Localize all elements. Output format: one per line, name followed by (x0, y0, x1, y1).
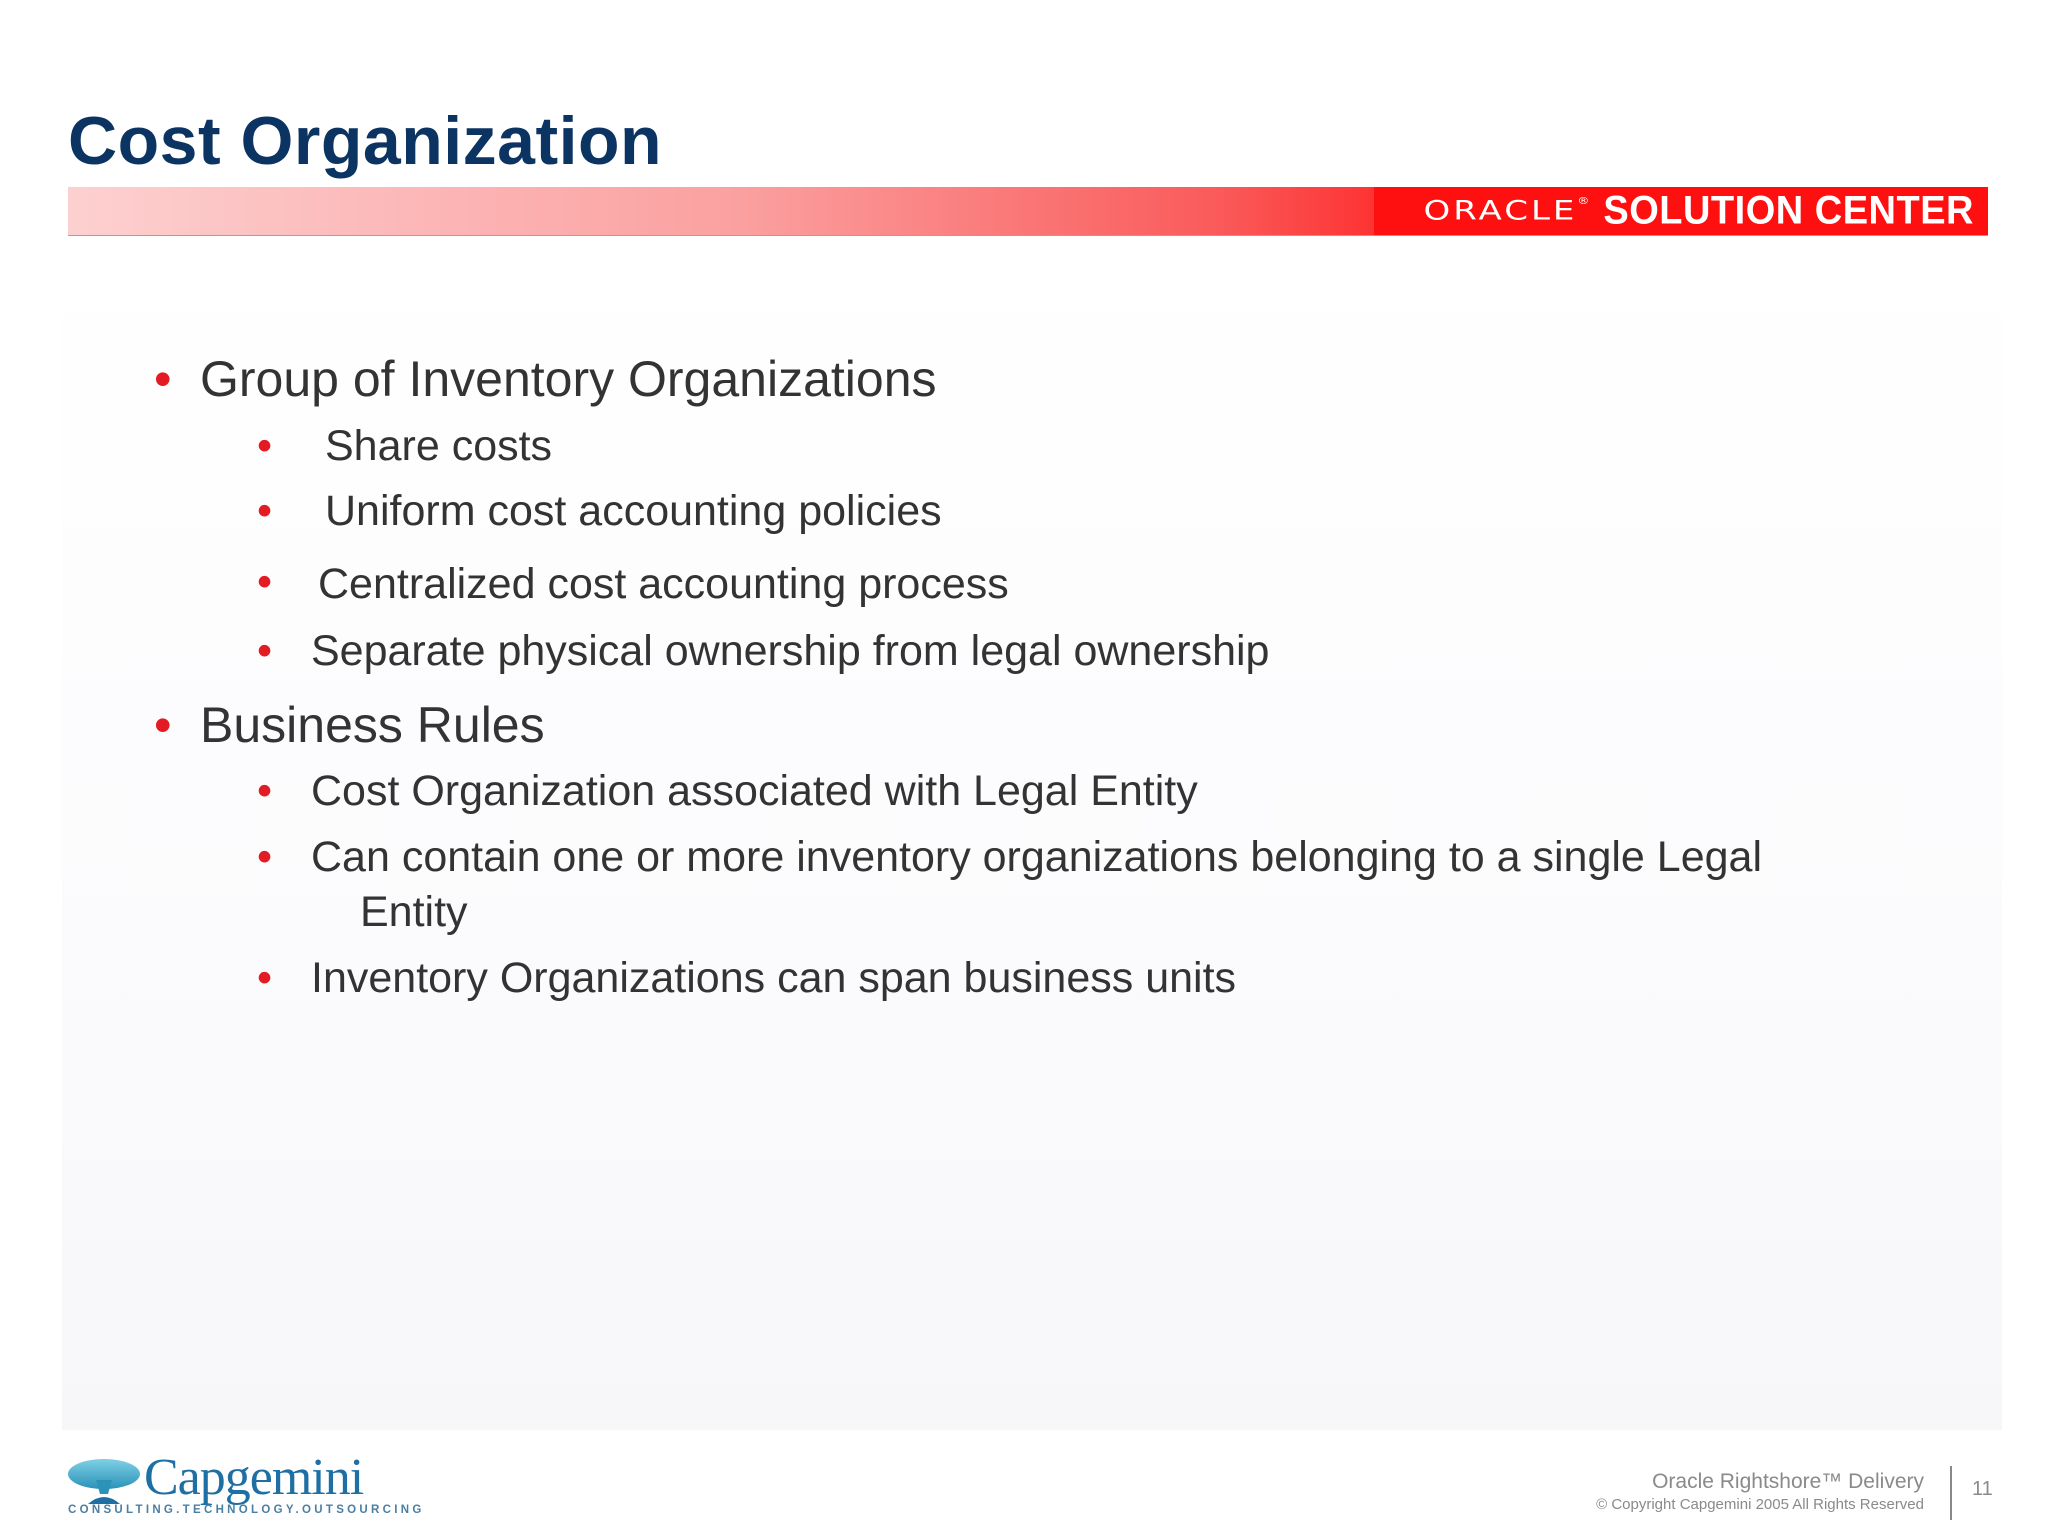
bullet-item (257, 627, 1270, 676)
footer-divider (1950, 1466, 1952, 1520)
bullet-item (257, 954, 1237, 1003)
capgemini-wordmark: Capgemini (144, 1449, 364, 1506)
slide-title: Cost Organization (68, 103, 663, 179)
bullet-item (257, 422, 553, 471)
delivery-label: Oracle Rightshore™ Delivery (1652, 1470, 1924, 1493)
bullet-text: Uniform cost accounting policies (325, 487, 942, 535)
bullet-text: Inventory Organizations can span business units (311, 954, 1237, 1002)
bullet-dot: • (257, 954, 273, 1002)
bullet-text: Share costs (325, 422, 553, 470)
bullet-item (257, 833, 1762, 882)
bullet-text: Group of Inventory Organizations (200, 351, 937, 407)
bullet-text: Separate physical ownership from legal ownership (311, 627, 1270, 675)
bullet-dot: • (257, 558, 273, 606)
bullet-item (154, 696, 545, 754)
oracle-wordmark: ORACLE® (1423, 195, 1590, 227)
bullet-dot: • (257, 422, 273, 470)
bullet-dot: • (257, 487, 273, 535)
bullet-text: Entity (360, 888, 468, 936)
bullet-item (154, 350, 937, 408)
oracle-solution-center-logo (1374, 187, 1974, 235)
bullet-text: Business Rules (200, 697, 545, 753)
bullet-text: Cost Organization associated with Legal Entity (311, 767, 1198, 815)
copyright-label: © Copyright Capgemini 2005 All Rights Reserved (1596, 1496, 1924, 1513)
page-number: 11 (1972, 1478, 1993, 1500)
bullet-dot: • (257, 833, 273, 881)
bullet-dot: • (154, 697, 172, 753)
footer-credits (1596, 1470, 1924, 1513)
bullet-continuation (360, 888, 468, 937)
title-banner (68, 187, 1988, 236)
bullet-dot: • (257, 767, 273, 815)
bullet-item (257, 487, 942, 536)
bullet-item (257, 767, 1198, 816)
spade-icon (66, 1450, 142, 1506)
capgemini-tagline: CONSULTING.TECHNOLOGY.OUTSOURCING (68, 1504, 425, 1516)
bullet-dot: • (154, 351, 172, 407)
bullet-dot: • (257, 627, 273, 675)
bullet-text: Centralized cost accounting process (318, 560, 1009, 608)
solution-center-label: SOLUTION CENTER (1603, 188, 1974, 233)
bullet-item (257, 558, 1009, 609)
bullet-text: Can contain one or more inventory organizations belonging to a single Legal (311, 833, 1762, 881)
